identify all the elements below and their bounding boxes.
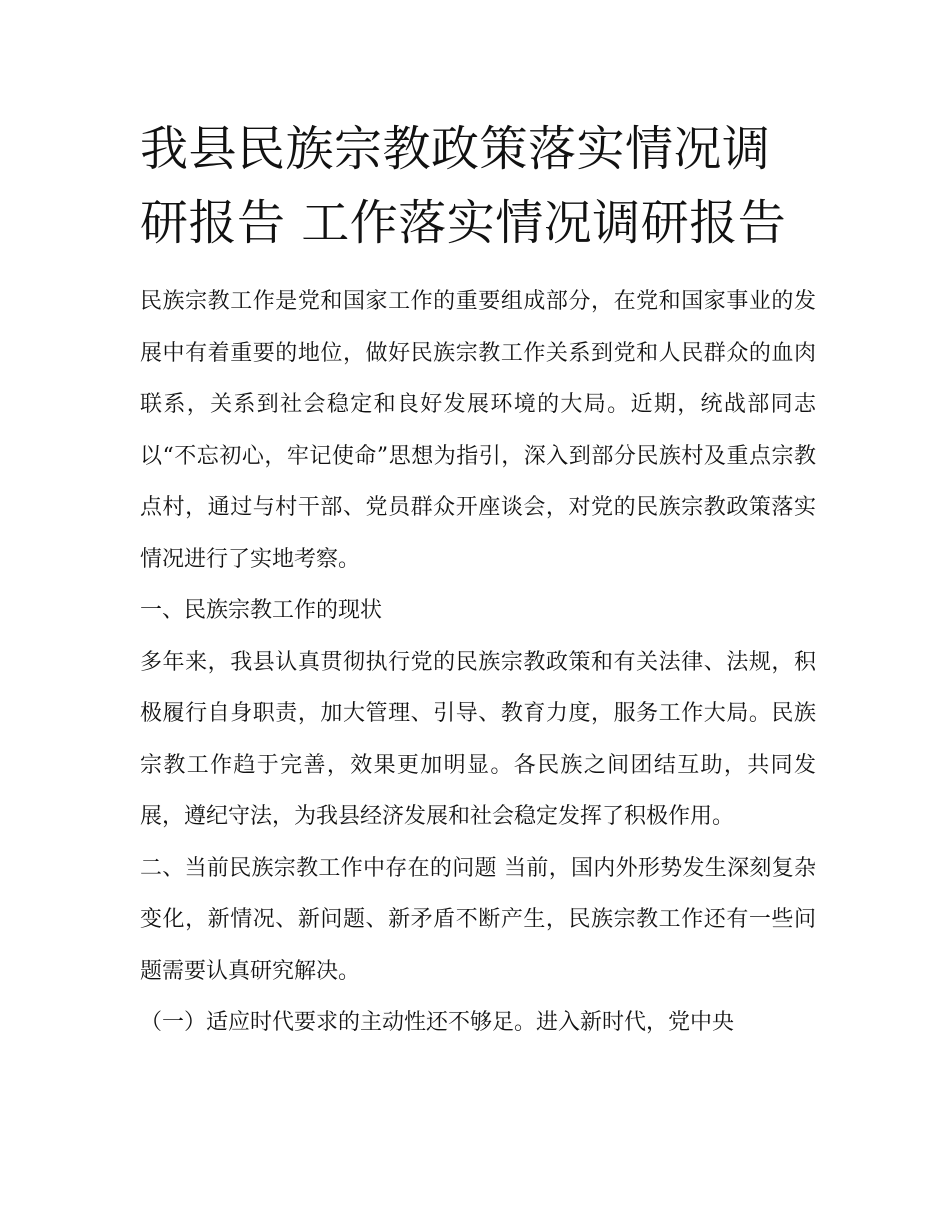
document-title: 我县民族宗教政策落实情况调研报告 工作落实情况调研报告	[140, 121, 787, 251]
paragraph-intro: 民族宗教工作是党和国家工作的重要组成部分，在党和国家事业的发展中有着重要的地位，做好民族宗教工作关系到党和人民群众的血肉联系，关系到社会稳定和良好发展环境的大局。近期，统战部同志以“不忘初心，牢记使命”思想为指引，深入到部分民族村及重点宗教点村，通过与村干部、党员群众开座谈会，对党的民族宗教政策落实情况进行了实地考察。	[140, 289, 816, 572]
paragraph-problem-one: （一）适应时代要求的主动性还不够足。进入新时代，党中央	[140, 1010, 735, 1035]
document-body	[140, 276, 816, 1049]
paragraph-status: 多年来，我县认真贯彻执行党的民族宗教政策和有关法律、法规，积极履行自身职责，加大管理、引导、教育力度，服务工作大局。民族宗教工作趋于完善，效果更加明显。各民族之间团结互助，共同发展，遵纪守法，为我县经济发展和社会稳定发挥了积极作用。	[140, 649, 816, 829]
section-heading-problems: 二、当前民族宗教工作中存在的问题 当前，国内外形势发生深刻复杂变化，新情况、新问题、新矛盾不断产生，民族宗教工作还有一些问题需要认真研究解决。	[140, 855, 816, 984]
document-page	[140, 112, 816, 1049]
section-heading-status: 一、民族宗教工作的现状	[140, 598, 383, 623]
